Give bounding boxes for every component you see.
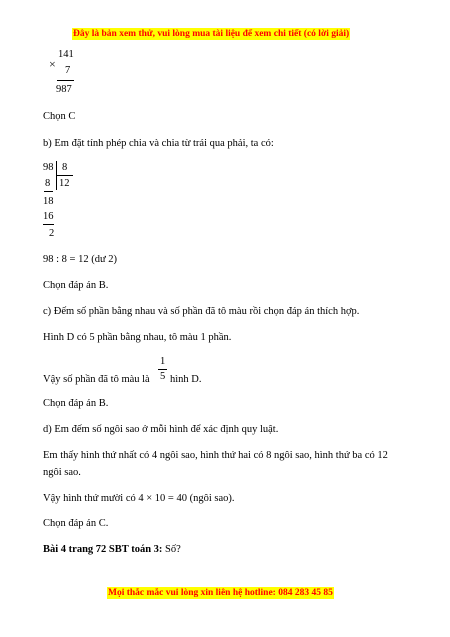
fraction-bar: [158, 369, 167, 370]
product: 987: [56, 84, 72, 95]
divisor: 8: [62, 162, 68, 173]
part-c-answer: Chọn đáp án B.: [43, 398, 109, 409]
fraction-numerator: 1: [160, 356, 166, 367]
part-d-answer: Chọn đáp án C.: [43, 518, 109, 529]
fraction-denominator: 5: [160, 371, 166, 382]
quotient: 12: [59, 178, 70, 189]
part-d-line2b: ngôi sao.: [43, 467, 81, 478]
section-title-bold: Bài 4 trang 72 SBT toán 3:: [43, 544, 163, 555]
division-step-rule-1: [44, 191, 53, 192]
multiplier: 7: [65, 65, 71, 76]
multiply-rule: [57, 80, 74, 81]
part-b-answer: Chọn đáp án B.: [43, 280, 109, 291]
remainder: 2: [49, 228, 55, 239]
header-notice: Đây là bản xem thử, vui lòng mua tài liệu để xem chi tiết (có lời giải): [73, 29, 350, 39]
part-d-line3: Vậy hình thứ mười có 4 × 10 = 40 (ngôi sao).: [43, 493, 235, 504]
dividend: 98: [43, 162, 54, 173]
part-d-intro: d) Em đếm số ngôi sao ở mỗi hình để xác định quy luật.: [43, 424, 279, 435]
division-horizontal-rule: [56, 175, 73, 176]
part-c-conclusion-after: hình D.: [170, 374, 202, 385]
division-step-2: 18: [43, 196, 54, 207]
division-step-rule-2: [43, 224, 54, 225]
part-b-intro: b) Em đặt tính phép chia và chia từ trái qua phải, ta có:: [43, 138, 274, 149]
section-title: [43, 544, 181, 556]
part-d-line2a: Em thấy hình thứ nhất có 4 ngôi sao, hình thứ hai có 8 ngôi sao, hình thứ ba có 12: [43, 450, 388, 461]
footer-notice: Mọi thắc mắc vui lòng xin liên hệ hotline: 084 283 45 85: [108, 588, 333, 598]
multiplicand: 141: [58, 49, 74, 60]
answer-a: Chọn C: [43, 111, 76, 122]
division-step-1: 8: [45, 178, 51, 189]
division-step-3: 16: [43, 211, 54, 222]
part-c-conclusion-before: Vậy số phần đã tô màu là: [43, 374, 150, 385]
part-c-intro: c) Đếm số phần bằng nhau và số phần đã tô màu rồi chọn đáp án thích hợp.: [43, 306, 360, 317]
multiply-operator: ×: [49, 57, 56, 71]
part-b-result: 98 : 8 = 12 (dư 2): [43, 254, 118, 265]
section-title-suffix: Số?: [165, 544, 181, 555]
part-c-line2: Hình D có 5 phần bằng nhau, tô màu 1 phần.: [43, 332, 232, 343]
